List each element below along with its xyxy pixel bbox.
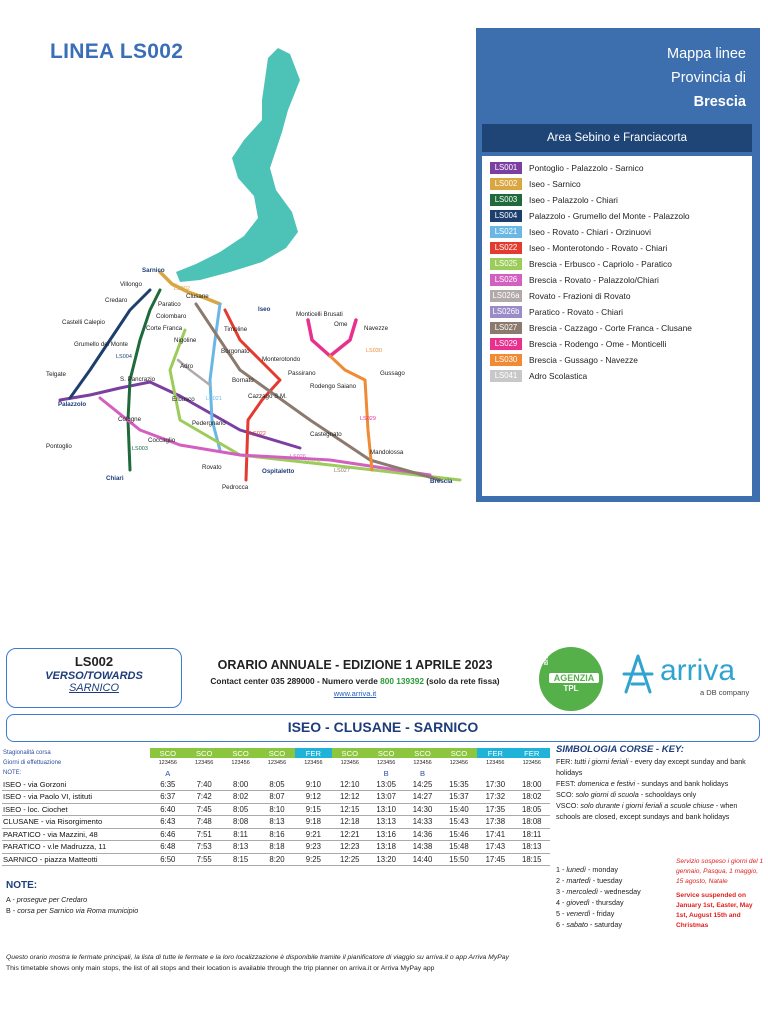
cell: SCO [259, 748, 295, 758]
place-label: Clusane [186, 293, 209, 300]
place-label: Timoline [224, 326, 248, 333]
cell: 12:18 [332, 816, 368, 829]
place-label: Pedergnano [192, 420, 226, 427]
stop-row [2, 841, 550, 854]
cell: 8:20 [259, 853, 295, 866]
cell: 17:41 [477, 828, 513, 841]
service-suspended-note: Servizio sospeso i giorni del 1 gennaio, Pasqua, 1 maggio, 15 agosto, Natale Service suspended on January 1st, Easter, May 1st, August 15th and Christmas [676, 858, 764, 929]
line-description: Paratico - Rovato - Chiari [529, 307, 624, 317]
cell: 9:12 [295, 791, 331, 804]
cell: 13:07 [368, 791, 404, 804]
route-box [6, 648, 182, 708]
cell: 18:11 [514, 828, 550, 841]
line-description: Brescia - Erbusco - Capriolo - Paratico [529, 259, 672, 269]
cell: 9:15 [295, 803, 331, 816]
cell: FER [514, 748, 550, 758]
line-description: Iseo - Monterotondo - Rovato - Chiari [529, 243, 668, 253]
row-label: SARNICO - piazza Matteotti [2, 853, 150, 866]
place-label: Cazzago S.M. [248, 393, 287, 400]
line-tag: LS026 [290, 454, 306, 460]
season-row [2, 748, 550, 758]
line-tag: LS030 [366, 348, 382, 354]
legend-item [490, 352, 752, 368]
timetable-edition-title: ORARIO ANNUALE - EDIZIONE 1 APRILE 2023 [217, 658, 493, 672]
line-tag: LS003 [132, 446, 148, 452]
cell: SCO [368, 748, 404, 758]
key-item: FEST: domenica e festivi - sundays and bank holidays [556, 779, 729, 788]
legend-item [490, 320, 752, 336]
cell: 123456 [158, 760, 177, 766]
legend-list [482, 156, 752, 496]
stop-row [2, 828, 550, 841]
line-code-badge: LS021 [490, 226, 522, 238]
legend-item [490, 336, 752, 352]
day-item: 4 - giovedì - thursday [556, 898, 624, 907]
place-label: Passirano [288, 370, 316, 377]
place-label: Corte Franca [146, 325, 183, 332]
cell: 18:02 [514, 791, 550, 804]
line-tag: LS002 [174, 286, 190, 292]
key-item: SCO: solo giorni di scuola - schooldays only [556, 790, 697, 799]
cell: 14:27 [404, 791, 440, 804]
cell [477, 768, 513, 778]
days-legend [556, 864, 660, 930]
cell: 18:08 [514, 816, 550, 829]
place-label: S. Pancrazio [120, 376, 156, 383]
legend-header-line: Brescia [693, 94, 746, 110]
cell: 17:35 [477, 803, 513, 816]
place-label: Rovato [202, 464, 222, 471]
cell: SCO [441, 748, 477, 758]
footer-note: Questo orario mostra le fermate principali, la lista di tutte le fermate e la loro localizzazione è disponibile tramite il pianificatore di viaggio su arriva.it o app Arriva MyPay This timetable shows only main stops, the list of all stops and their location is available through the trip planner on arriva.it or Arriva MyPay app [6, 954, 509, 972]
line-tag: LS004 [116, 354, 132, 360]
cell: 7:48 [186, 816, 222, 829]
stop-row [2, 803, 550, 816]
agenzia-tpl-logo: Brescia AGENZIA TPL [539, 647, 603, 711]
cell: B [383, 768, 389, 778]
cell: 123456 [195, 760, 214, 766]
place-label: Erbusco [172, 396, 195, 403]
cell: 12:23 [332, 841, 368, 854]
place-label: Telgate [46, 371, 66, 378]
cell: SCO [332, 748, 368, 758]
legend-header-line: Mappa linee [667, 46, 746, 62]
cell: 8:00 [222, 778, 258, 791]
day-item: 6 - sabato - saturday [556, 920, 622, 929]
place-label: Gussago [380, 370, 405, 377]
place-label: Nigoline [174, 337, 197, 344]
line-code-badge: LS001 [490, 162, 522, 174]
line-code-badge: LS004 [490, 210, 522, 222]
line-description: Rovato - Frazioni di Rovato [529, 291, 631, 301]
row-label: NOTE: [3, 770, 22, 776]
place-label: Borgonato [221, 348, 250, 355]
cell: 14:40 [404, 853, 440, 866]
cell: 6:48 [150, 841, 186, 854]
line-code-badge: LS025 [490, 258, 522, 270]
stop-row [2, 816, 550, 829]
cell [222, 768, 258, 778]
place-label: Castelli Calepio [62, 319, 105, 326]
stop-row [2, 853, 550, 866]
line-code-badge: LS026a [490, 290, 522, 302]
cell: SCO [186, 748, 222, 758]
cell: 123456 [413, 760, 432, 766]
legend-item [490, 192, 752, 208]
legend-item [490, 304, 752, 320]
arriva-symbol-icon [618, 652, 658, 696]
line-description: Pontoglio - Palazzolo - Sarnico [529, 163, 644, 173]
cell: 8:13 [259, 816, 295, 829]
cell: 18:00 [514, 778, 550, 791]
day-item: 5 - venerdì - friday [556, 909, 615, 918]
line-code-badge: LS026 [490, 274, 522, 286]
cell: 14:33 [404, 816, 440, 829]
route-destination: SARNICO [68, 682, 120, 694]
website-link[interactable]: www.arriva.it [333, 689, 377, 698]
place-label: Iseo [258, 306, 271, 313]
line-code-badge: LS002 [490, 178, 522, 190]
cell: 7:55 [186, 853, 222, 866]
notes-row [2, 768, 550, 778]
cell: 8:11 [222, 828, 258, 841]
place-label: Navezze [364, 325, 389, 332]
place-label: Rodengo Saiano [310, 383, 357, 390]
cell: 8:16 [259, 828, 295, 841]
cell: 7:45 [186, 803, 222, 816]
legend-item [490, 176, 752, 192]
cell [186, 768, 222, 778]
cell: FER [295, 748, 331, 758]
cell: 12:25 [332, 853, 368, 866]
place-label: Sarnico [142, 267, 165, 274]
line-code-badge: LS030 [490, 354, 522, 366]
cell: 15:43 [441, 816, 477, 829]
cell: 15:35 [441, 778, 477, 791]
cell: 8:05 [259, 778, 295, 791]
cell: 15:48 [441, 841, 477, 854]
cell: 123456 [340, 760, 359, 766]
cell: 15:37 [441, 791, 477, 804]
key-section [556, 744, 762, 822]
line-tag: LS025 [305, 460, 321, 466]
legend-panel [476, 28, 760, 502]
cell: 12:15 [332, 803, 368, 816]
line-title: LINEA LS002 [50, 40, 184, 63]
cell: 18:05 [514, 803, 550, 816]
legend-item [490, 240, 752, 256]
cell: 123456 [267, 760, 287, 766]
cell: 9:23 [295, 841, 331, 854]
cell: 17:30 [477, 778, 513, 791]
line-code-badge: LS041 [490, 370, 522, 382]
legend-item [490, 208, 752, 224]
line-code-badge: LS026b [490, 306, 522, 318]
line-tag: LS029 [360, 416, 376, 422]
cell: 123456 [522, 760, 541, 766]
cell [259, 768, 295, 778]
key-item: VSCO: solo durante i giorni feriali a scuole chiuse - when schools are closed, except sundays and bank holidays [556, 801, 738, 821]
cell: 8:13 [222, 841, 258, 854]
direction-bar: ISEO - CLUSANE - SARNICO [6, 714, 760, 742]
route-ls030 [330, 356, 372, 470]
place-label: Cologne [118, 416, 142, 423]
note-item: B - corsa per Sarnico via Roma municipio [6, 906, 139, 915]
legend-item [490, 272, 752, 288]
day-item: 1 - lunedì - monday [556, 865, 618, 874]
note-item: A - prosegue per Credaro [6, 895, 88, 904]
legend-item [490, 224, 752, 240]
cell: 13:20 [368, 853, 404, 866]
place-label: Palazzolo [58, 401, 87, 408]
line-tag: LS021 [206, 396, 222, 402]
cell: 123456 [449, 760, 469, 766]
row-label: PARATICO - via Mazzini, 48 [2, 828, 150, 841]
cell [441, 768, 477, 778]
cell: 18:15 [514, 853, 550, 866]
cell: 12:21 [332, 828, 368, 841]
cell: 14:36 [404, 828, 440, 841]
line-code-badge: LS027 [490, 322, 522, 334]
cell: 6:46 [150, 828, 186, 841]
cell: 6:50 [150, 853, 186, 866]
arriva-logo: arriva a DB company [618, 652, 758, 698]
lake-shape [176, 48, 300, 282]
place-label: Chiari [106, 475, 124, 482]
cell: 8:18 [259, 841, 295, 854]
cell: 123456 [486, 760, 505, 766]
cell: 15:40 [441, 803, 477, 816]
cell: 8:05 [222, 803, 258, 816]
cell: 14:25 [404, 778, 440, 791]
line-description: Iseo - Rovato - Chiari - Orzinuovi [529, 227, 651, 237]
cell: 7:40 [186, 778, 222, 791]
place-label: Monterotondo [262, 356, 301, 363]
line-code-badge: LS003 [490, 194, 522, 206]
row-label: PARATICO - v.le Madruzza, 11 [2, 841, 150, 854]
cell: B [420, 768, 426, 778]
line-description: Adro Scolastica [529, 371, 588, 381]
cell: FER [477, 748, 513, 758]
place-label: Brescia [430, 478, 453, 485]
legend-area-title: Area Sebino e Franciacorta [482, 124, 752, 152]
cell: 6:35 [150, 778, 186, 791]
stop-row [2, 778, 550, 791]
line-description: Palazzolo - Grumello del Monte - Palazzolo [529, 211, 690, 221]
cell: 15:50 [441, 853, 477, 866]
cell: 123456 [376, 760, 396, 766]
cell: 8:07 [259, 791, 295, 804]
cell [295, 768, 331, 778]
cell: 8:02 [222, 791, 258, 804]
cell: 8:08 [222, 816, 258, 829]
cell: 9:10 [295, 778, 331, 791]
legend-item [490, 368, 752, 384]
place-label: Bornato [232, 377, 254, 384]
cell: 9:21 [295, 828, 331, 841]
network-map [0, 40, 476, 500]
place-label: Coccaglio [148, 437, 176, 444]
cell: 7:53 [186, 841, 222, 854]
cell: SCO [222, 748, 258, 758]
place-label: Grumello del Monte [74, 341, 128, 348]
line-tag: LS022 [250, 431, 266, 437]
cell: 6:37 [150, 791, 186, 804]
place-label: Pontoglio [46, 443, 72, 450]
key-item: FER: tutti i giorni feriali - every day except sunday and bank holidays [556, 757, 746, 777]
stop-row [2, 791, 550, 804]
line-description: Brescia - Cazzago - Corte Franca - Clusane [529, 323, 692, 333]
place-label: Ospitaletto [262, 468, 295, 475]
place-label: Adro [180, 363, 194, 370]
line-description: Brescia - Rovato - Palazzolo/Chiari [529, 275, 659, 285]
row-label: ISEO - via Gorzoni [2, 778, 150, 791]
cell: 17:32 [477, 791, 513, 804]
cell: 13:05 [368, 778, 404, 791]
line-description: Brescia - Rodengo - Ome - Monticelli [529, 339, 667, 349]
cell: SCO [404, 748, 440, 758]
cell: 9:18 [295, 816, 331, 829]
cell: 12:10 [332, 778, 368, 791]
cell: 123456 [304, 760, 323, 766]
cell: 123456 [231, 760, 250, 766]
cell: 14:38 [404, 841, 440, 854]
cell: 18:13 [514, 841, 550, 854]
line-code-badge: LS029 [490, 338, 522, 350]
cell: 13:18 [368, 841, 404, 854]
row-label: ISEO - via Paolo VI, istituti [2, 791, 150, 804]
cell: 14:30 [404, 803, 440, 816]
cell: 8:15 [222, 853, 258, 866]
cell [514, 768, 550, 778]
place-label: Credaro [105, 297, 128, 304]
day-item: 3 - mercoledì - wednesday [556, 887, 641, 896]
cell: 17:45 [477, 853, 513, 866]
cell: 15:46 [441, 828, 477, 841]
cell [332, 768, 368, 778]
place-label: Paratico [158, 301, 181, 308]
place-label: Mandolossa [370, 449, 404, 456]
day-item: 2 - martedì - tuesday [556, 876, 623, 885]
cell: 6:40 [150, 803, 186, 816]
cell: 7:42 [186, 791, 222, 804]
place-label: Colombaro [156, 313, 187, 320]
cell: 17:43 [477, 841, 513, 854]
notes-list [6, 894, 138, 916]
cell: SCO [150, 748, 186, 758]
legend-item [490, 256, 752, 272]
cell: 9:25 [295, 853, 331, 866]
cell: 13:10 [368, 803, 404, 816]
row-label: Giorni di effettuazione [3, 760, 62, 766]
notes-title: NOTE: [6, 880, 38, 891]
contact-info: Contact center 035 289000 - Numero verde 800 139392 (solo da rete fissa) [210, 676, 500, 686]
route-ls029 [308, 320, 356, 356]
cell: A [165, 768, 171, 778]
place-label: Pedrocca [222, 484, 249, 491]
place-label: Ome [334, 321, 348, 328]
line-code-badge: LS022 [490, 242, 522, 254]
days-row [2, 758, 550, 768]
key-title: SIMBOLOGIA CORSE - KEY: [556, 744, 684, 755]
legend-header-line: Provincia di [671, 70, 746, 86]
line-description: Iseo - Palazzolo - Chiari [529, 195, 618, 205]
place-label: Castegnato [310, 431, 342, 438]
cell: 8:10 [259, 803, 295, 816]
timetable [2, 748, 550, 866]
place-label: Villongo [120, 281, 142, 288]
line-description: Brescia - Gussago - Navezze [529, 355, 638, 365]
cell: 13:16 [368, 828, 404, 841]
cell: 6:43 [150, 816, 186, 829]
row-label: Stagionalità corsa [3, 750, 51, 756]
cell: 7:51 [186, 828, 222, 841]
cell: 13:13 [368, 816, 404, 829]
cell: 12:12 [332, 791, 368, 804]
line-tag: LS027 [334, 468, 350, 474]
route-code: LS002 [74, 654, 114, 669]
route-verso: VERSO/TOWARDS [45, 670, 143, 682]
place-label: Monticelli Brusati [296, 311, 343, 318]
legend-item [490, 160, 752, 176]
row-label: CLUSANE - via Risorgimento [2, 816, 150, 829]
line-description: Iseo - Sarnico [529, 179, 581, 189]
timetable-header [190, 658, 520, 698]
row-label: ISEO - loc. Ciochet [2, 803, 150, 816]
legend-item [490, 288, 752, 304]
cell: 17:38 [477, 816, 513, 829]
